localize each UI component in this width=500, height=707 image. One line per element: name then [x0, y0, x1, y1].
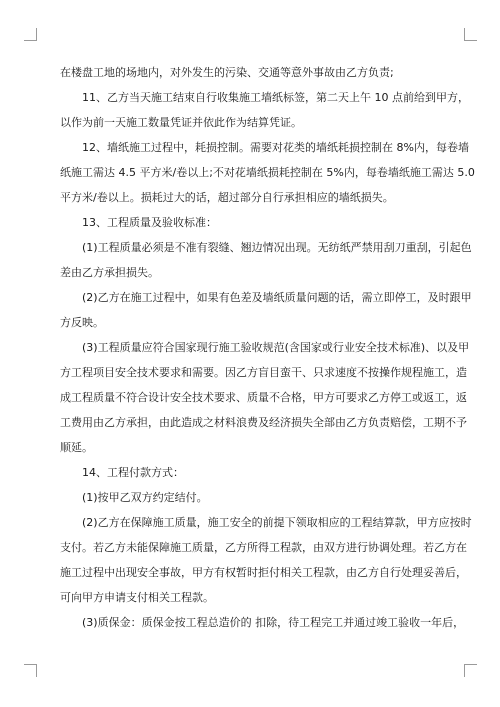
- text-line: 顺延。: [60, 441, 93, 454]
- crop-mark-bottom-left: [24, 664, 37, 677]
- document-body: [60, 66, 475, 641]
- text-line: 成工程质量不符合设计安全技术要求、质量不合格，甲方可要求乙方停工或返工，返: [60, 391, 467, 404]
- text-line: 支付。若乙方未能保障施工质量，乙方所得工程款，由双方进行协调处理。若乙方在: [60, 541, 467, 554]
- crop-mark-bottom-right: [464, 664, 477, 677]
- text-line: (1)按甲乙双方约定结付。: [82, 491, 208, 504]
- text-line: (3)工程质量应符合国家现行施工验收规范(含国家或行业安全技术标准)、以及甲: [82, 341, 470, 354]
- text-line: 方反映。: [60, 316, 104, 329]
- text-line: 在楼盘工地的场地内，对外发生的污染、交通等意外事故由乙方负责;: [60, 66, 394, 79]
- text-line: 方工程项目安全技术要求和需要。因乙方盲目蛮干、只求速度不按操作规程施工，造: [60, 366, 467, 379]
- text-line: (1)工程质量必须是不准有裂缝、翘边情况出现。无纺纸严禁用刮刀重刮，引起色: [82, 241, 472, 254]
- crop-mark-top-left: [24, 28, 37, 41]
- text-line: 12、墙纸施工过程中，耗损控制。需要对花类的墙纸耗损控制在 8%内，每卷墙: [82, 141, 469, 154]
- text-line: 11、乙方当天施工结束自行收集施工墙纸标签，第二天上午 10 点前给到甲方，: [82, 91, 469, 104]
- section-heading: 14、工程付款方式：: [82, 466, 184, 479]
- text-line: 平方米/卷以上。损耗过大的话，超过部分自行承担相应的墙纸损失。: [60, 191, 394, 204]
- crop-mark-top-right: [464, 28, 477, 41]
- text-line: (2)乙方在保障施工质量，施工安全的前提下领取相应的工程结算款，甲方应按时: [82, 516, 472, 529]
- section-heading: 13、工程质量及验收标准：: [82, 216, 217, 229]
- text-line: 可向甲方申请支付相关工程款。: [60, 591, 214, 604]
- text-line: 纸施工需达 4.5 平方米/卷以上;不对花墙纸损耗控制在 5%内，每卷墙纸施工需达 5.0: [60, 166, 475, 179]
- text-line: 以作为前一天施工数量凭证并依此作为结算凭证。: [60, 116, 302, 129]
- text-line: 施工过程中出现安全事故，甲方有权暂时拒付相关工程款，由乙方自行处理妥善后，: [60, 566, 467, 579]
- text-line: 差由乙方承担损失。: [60, 266, 159, 279]
- text-line: (2)乙方在施工过程中，如果有色差及墙纸质量问题的话，需立即停工，及时跟甲: [82, 291, 472, 304]
- text-line: 工费用由乙方承担，由此造成之材料浪费及经济损失全部由乙方负责赔偿，工期不予: [60, 416, 467, 429]
- text-line: (3)质保金：质保金按工程总造价的 扣除，待工程完工并通过竣工验收一年后，: [82, 616, 465, 629]
